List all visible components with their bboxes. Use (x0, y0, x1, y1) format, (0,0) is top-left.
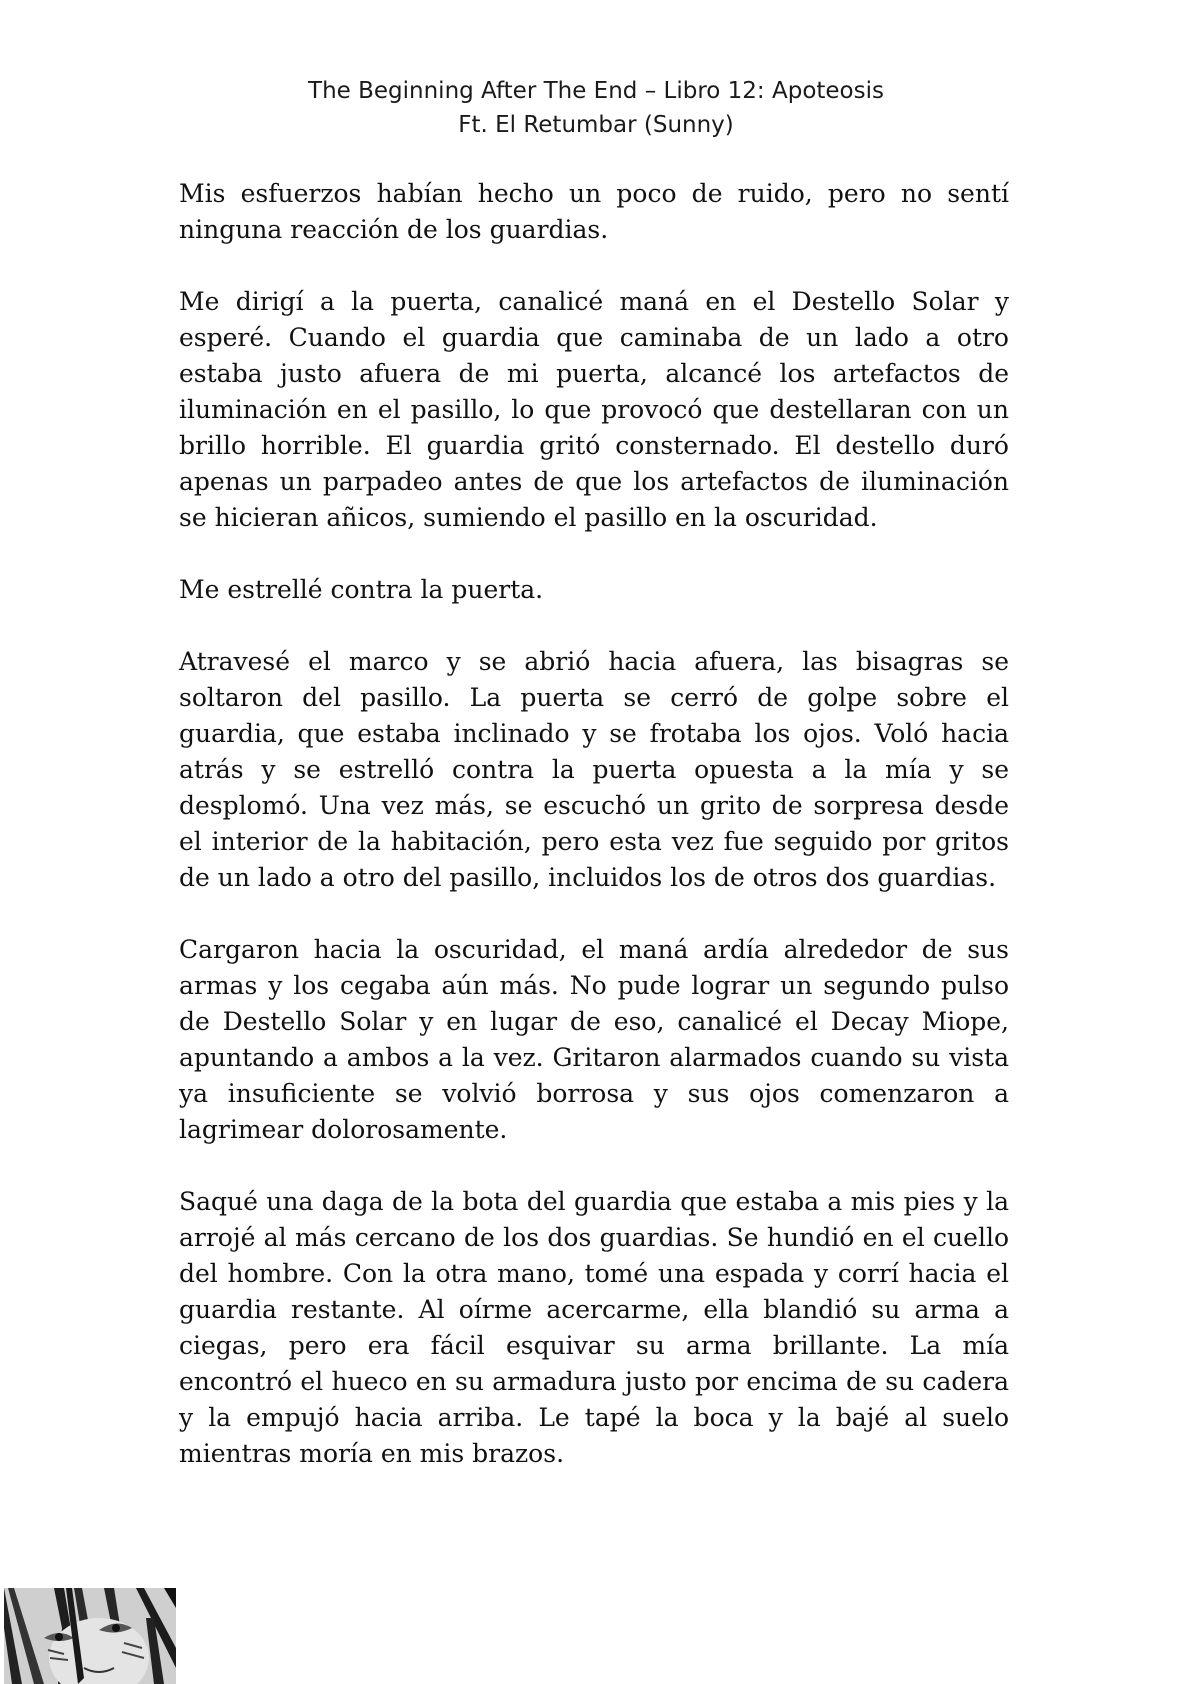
manga-character-portrait-icon (4, 1588, 176, 1684)
translator-credit: Ft. El Retumbar (Sunny) (458, 112, 734, 138)
paragraph: Saqué una daga de la bota del guardia que estaba a mis pies y la arrojé al más cercano de los dos guardias. Se hundió en el cuello del hombre. Con la otra mano, tomé una espada y corrí hacia el guardia restante. Al oírme acercarme, ella blandió su arma a ciegas, pero era fácil esquivar su arma brillante. La mía encontró el hueco en su armadura justo por encima de su cadera y la empujó hacia arriba. Le tapé la boca y la bajé al suelo mientras moría en mis brazos. (179, 1187, 1009, 1468)
page-header (0, 74, 1192, 142)
paragraph: Mis esfuerzos habían hecho un poco de ruido, pero no sentí ninguna reacción de los guardias. (179, 179, 1009, 244)
manga-portrait-image (4, 1588, 176, 1684)
paragraph: Atravesé el marco y se abrió hacia afuera, las bisagras se soltaron del pasillo. La puerta se cerró de golpe sobre el guardia, que estaba inclinado y se frotaba los ojos. Voló hacia atrás y se estrelló contra la puerta opuesta a la mía y se desplomó. Una vez más, se escuchó un grito de sorpresa desde el interior de la habitación, pero esta vez fue seguido por gritos de un lado a otro del pasillo, incluidos los de otros dos guardias. (179, 647, 1009, 892)
book-title: The Beginning After The End – Libro 12: Apoteosis (308, 78, 884, 104)
paragraph: Me estrellé contra la puerta. (179, 575, 544, 604)
body-text (179, 176, 1009, 1508)
paragraph: Me dirigí a la puerta, canalicé maná en el Destello Solar y esperé. Cuando el guardia que caminaba de un lado a otro estaba justo afuera de mi puerta, alcancé los artefactos de iluminación en el pasillo, lo que provocó que destellaran con un brillo horrible. El guardia gritó consternado. El destello duró apenas un parpadeo antes de que los artefactos de iluminación se hicieran añicos, sumiendo el pasillo en la oscuridad. (179, 287, 1009, 532)
paragraph: Cargaron hacia la oscuridad, el maná ardía alrededor de sus armas y los cegaba aún más. No pude lograr un segundo pulso de Destello Solar y en lugar de eso, canalicé el Decay Miope, apuntando a ambos a la vez. Gritaron alarmados cuando su vista ya insuficiente se volvió borrosa y sus ojos comenzaron a lagrimear dolorosamente. (179, 935, 1009, 1144)
